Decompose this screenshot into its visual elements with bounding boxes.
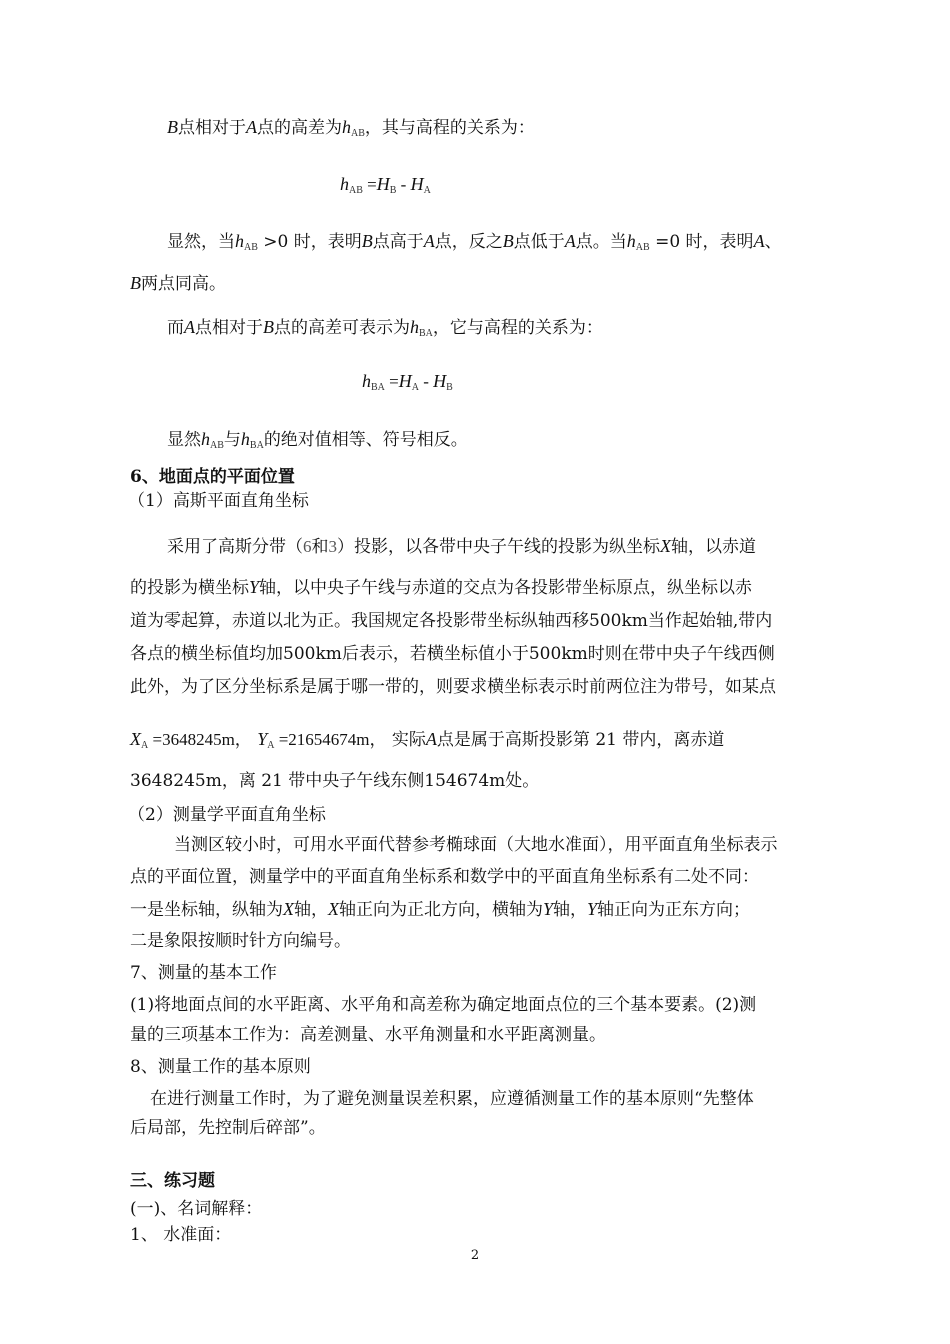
para-survey-3: 一是坐标轴，纵轴为X轴，X轴正向为正北方向，横轴为Y轴，Y轴正向为正东方向； bbox=[130, 899, 751, 920]
para-gauss-example: $X_A =3648245m$， $Y_A =21654674m$， 实际A点是属于高斯投影第 21 带内，离赤道 bbox=[130, 729, 725, 751]
heading-exercises: 三、练习题 bbox=[130, 1171, 215, 1191]
para-hba-definition: 而A点相对于B点的高差可表示为$h_{BA}$，它与高程的关系为： bbox=[167, 317, 603, 339]
para-basic-work-2: 量的三项基本工作为：高差测量、水平角测量和水平距离测量。 bbox=[130, 1025, 606, 1045]
heading-term-definitions: (一)、名词解释： bbox=[130, 1199, 263, 1219]
para-gauss-3: 道为零起算，赤道以北为正。我国规定各投影带坐标纵轴西移500km当作起始轴,带内 bbox=[130, 611, 773, 631]
para-survey-4: 二是象限按顺时针方向编号。 bbox=[130, 931, 351, 951]
heading-section-6: 6、地面点的平面位置 bbox=[130, 467, 295, 487]
para-gauss-2: 的投影为横坐标Y轴，以中央子午线与赤道的交点为各投影带坐标原点，纵坐标以赤 bbox=[130, 577, 753, 598]
para-gauss-example-cont: 3648245m，离 21 带中央子午线东侧154674m处。 bbox=[130, 771, 540, 791]
para-hab-sign: 显然，当$h_{AB} >0$ 时，表明B点高于A点，反之B点低于A点。当$h_{AB} =0$ 时，表明A、 bbox=[167, 231, 782, 253]
exercise-item-1: 1、 水准面： bbox=[130, 1225, 232, 1245]
para-basic-work-1: (1)将地面点间的水平距离、水平角和高差称为确定地面点位的三个基本要素。(2)测 bbox=[130, 995, 757, 1015]
equation-hba: $h_{BA} =H_A - H_B$ bbox=[362, 371, 453, 393]
para-survey-2: 点的平面位置，测量学中的平面直角坐标系和数学中的平面直角坐标系有二处不同： bbox=[130, 867, 759, 887]
equation-hab: $h_{AB} =H_B - H_A$ bbox=[340, 174, 431, 196]
para-hab-definition: B点相对于A点的高差为$h_{AB}$，其与高程的关系为： bbox=[167, 117, 535, 139]
heading-section-8: 8、测量工作的基本原则 bbox=[130, 1057, 311, 1077]
heading-6-1: （1）高斯平面直角坐标 bbox=[128, 491, 309, 511]
para-gauss-1: 采用了高斯分带（6和3）投影，以各带中央子午线的投影为纵坐标X轴，以赤道 bbox=[167, 536, 756, 557]
para-gauss-5: 此外，为了区分坐标系是属于哪一带的，则要求横坐标表示时前两位注为带号，如某点 bbox=[130, 677, 776, 697]
para-abs-equal: 显然$h_{AB}$与$h_{BA}$的绝对值相等、符号相反。 bbox=[167, 429, 468, 451]
para-principle-2: 后局部，先控制后碎部”。 bbox=[130, 1118, 326, 1138]
para-hab-sign-cont: B两点同高。 bbox=[130, 273, 226, 294]
para-survey-1: 当测区较小时，可用水平面代替参考椭球面（大地水准面），用平面直角坐标表示 bbox=[174, 835, 778, 855]
para-principle-1: 在进行测量工作时，为了避免测量误差积累，应遵循测量工作的基本原则“先整体 bbox=[150, 1089, 754, 1109]
heading-section-7: 7、测量的基本工作 bbox=[130, 963, 277, 983]
page-number: 2 bbox=[470, 1248, 480, 1263]
para-gauss-4: 各点的横坐标值均加500km后表示，若横坐标值小于500km时则在带中央子午线西侧 bbox=[130, 644, 775, 664]
heading-6-2: （2）测量学平面直角坐标 bbox=[128, 805, 326, 825]
